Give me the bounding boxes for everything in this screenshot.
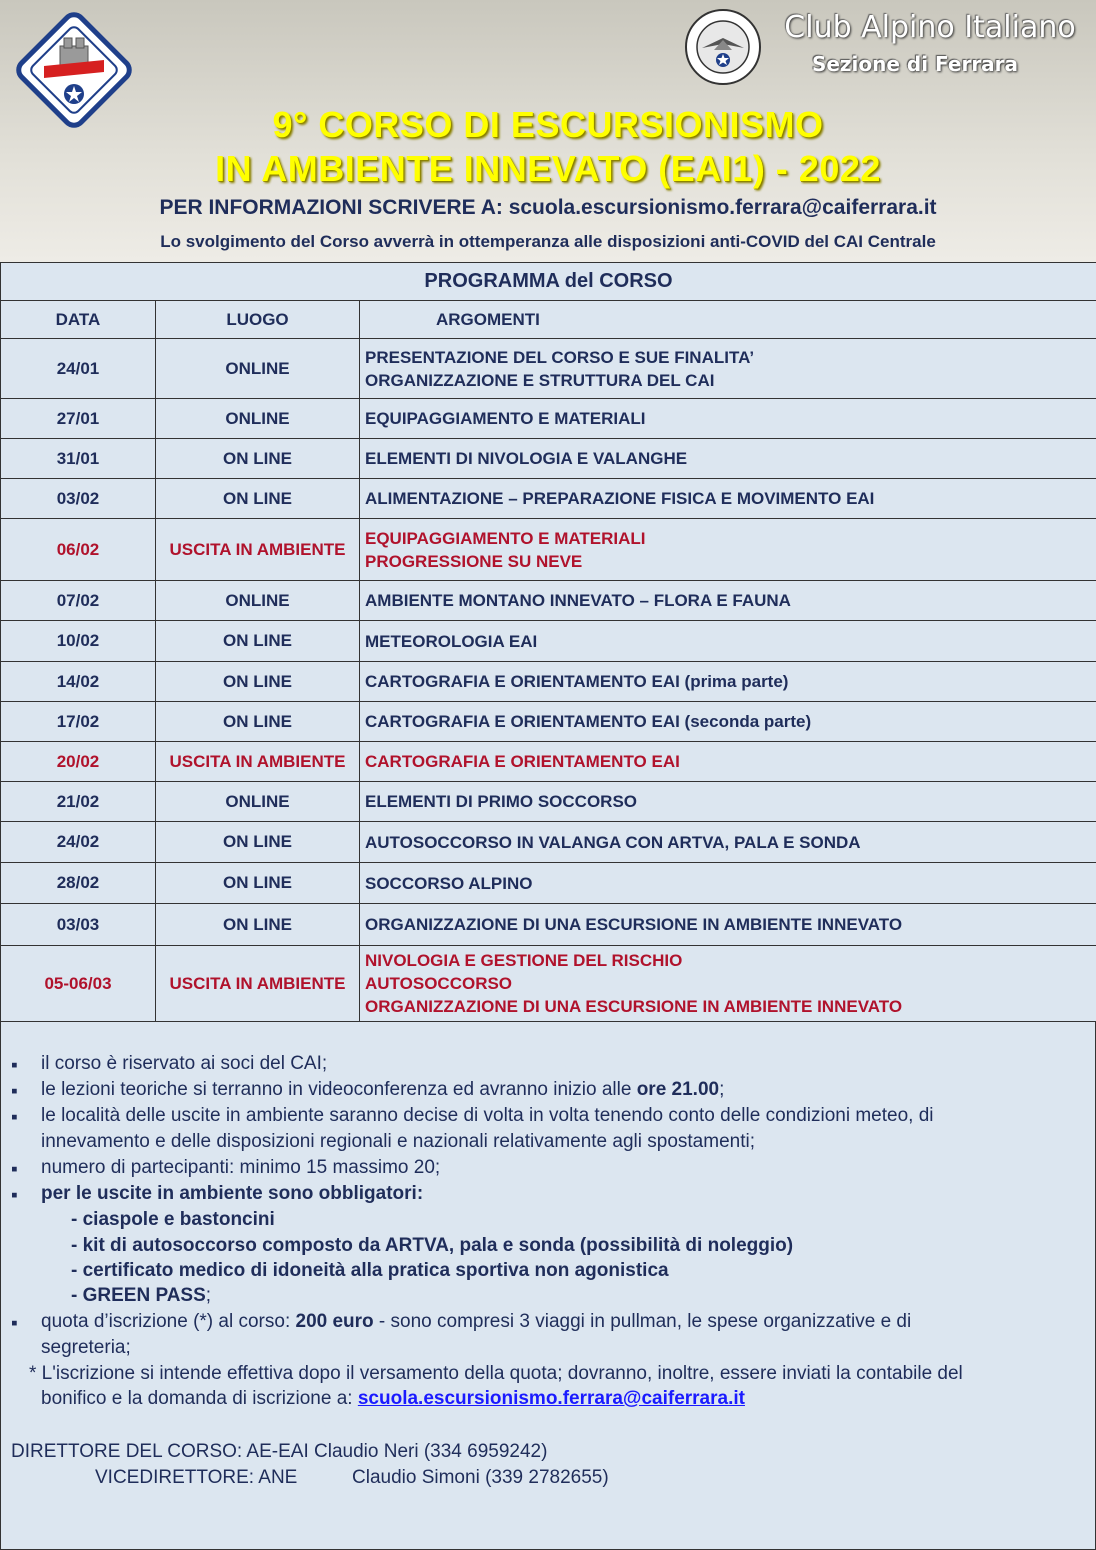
note-participants: numero di partecipanti: minimo 15 massimo 20; [41, 1157, 441, 1178]
bullet-icon: ▪ [11, 1185, 18, 1206]
table-row [1, 904, 1096, 946]
row-place: USCITA IN AMBIENTE [156, 742, 360, 782]
note-locations-a: le località delle uscite in ambiente saranno decise di volta in volta tenendo conto delle condizioni meteo, di [41, 1105, 934, 1126]
table-row [1, 662, 1096, 702]
row-place: ONLINE [156, 581, 360, 621]
row-date: 07/02 [1, 581, 156, 621]
table-row [1, 782, 1096, 822]
table-row [1, 519, 1096, 581]
table-row [1, 742, 1096, 782]
table-row [1, 822, 1096, 863]
note-fee-b: segreteria; [41, 1337, 131, 1358]
topic-line: PRESENTAZIONE DEL CORSO E SUE FINALITA’ [365, 347, 755, 367]
requirement-certificate: - certificato medico di idoneità alla pratica sportiva non agonistica [71, 1260, 669, 1281]
row-date: 31/01 [1, 439, 156, 479]
row-topics [360, 581, 1096, 621]
table-row [1, 863, 1096, 904]
table-row [1, 946, 1096, 1022]
topic-line: CARTOGRAFIA E ORIENTAMENTO EAI (seconda parte) [365, 712, 812, 731]
topic-line: CARTOGRAFIA E ORIENTAMENTO EAI [365, 752, 680, 771]
row-topics [360, 946, 1096, 1022]
topic-line: NIVOLOGIA E GESTIONE DEL RISCHIO [365, 951, 683, 970]
row-place: ON LINE [156, 439, 360, 479]
email-link[interactable]: scuola.escursionismo.ferrara@caiferrara.it [357, 1388, 745, 1409]
topic-line: ORGANIZZAZIONE E STRUTTURA DEL CAI [365, 370, 715, 390]
bullet-icon: ▪ [11, 1055, 18, 1076]
row-topics [360, 339, 1096, 399]
cai-ferrara-emblem-icon [684, 8, 762, 86]
table-header-row [1, 301, 1096, 339]
row-topics [360, 782, 1096, 822]
info-contact: PER INFORMAZIONI SCRIVERE A: scuola.escursionismo.ferrara@caiferrara.it [159, 196, 937, 219]
topic-line: METEOROLOGIA EAI [365, 631, 538, 651]
row-date: 14/02 [1, 662, 156, 702]
vice-director-role: VICEDIRETTORE: ANE [95, 1467, 298, 1488]
row-topics [360, 863, 1096, 904]
topic-line: SOCCORSO ALPINO [365, 873, 533, 893]
row-place: ONLINE [156, 339, 360, 399]
topic-line: ELEMENTI DI PRIMO SOCCORSO [365, 792, 638, 811]
topic-line: PROGRESSIONE SU NEVE [365, 551, 583, 571]
header-place: LUOGO [156, 301, 360, 339]
row-topics [360, 399, 1096, 439]
topic-line: ALIMENTAZIONE – PREPARAZIONE FISICA E MOVIMENTO EAI [365, 489, 875, 508]
row-place: ONLINE [156, 399, 360, 439]
row-date: 28/02 [1, 863, 156, 904]
row-date: 03/02 [1, 479, 156, 519]
note-fee: quota d’iscrizione (*) al corso: 200 euro - sono compresi 3 viaggi in pullman, le spese organizzative e di [41, 1311, 912, 1332]
club-name: Club Alpino Italiano [784, 10, 1076, 45]
table-row [1, 399, 1096, 439]
requirement-snowshoes: - ciaspole e bastoncini [71, 1209, 275, 1230]
row-topics [360, 742, 1096, 782]
table-row [1, 702, 1096, 742]
header-topics: ARGOMENTI [360, 301, 1096, 339]
bullet-icon: ▪ [11, 1107, 18, 1128]
club-section: Sezione di Ferrara [811, 52, 1019, 76]
program-table [0, 262, 1096, 1022]
course-title-line2: IN AMBIENTE INNEVATO (EAI1) - 2022 [215, 148, 881, 189]
row-place: ON LINE [156, 479, 360, 519]
row-topics [360, 621, 1096, 662]
course-director: DIRETTORE DEL CORSO: AE-EAI Claudio Neri (334 6959242) [11, 1441, 548, 1462]
topic-line: ELEMENTI DI NIVOLOGIA E VALANGHE [365, 449, 688, 468]
row-place: ON LINE [156, 904, 360, 946]
bullet-icon: ▪ [11, 1313, 18, 1334]
row-topics [360, 662, 1096, 702]
row-place: ON LINE [156, 621, 360, 662]
topic-line: EQUIPAGGIAMENTO E MATERIALI [365, 528, 646, 548]
row-date: 03/03 [1, 904, 156, 946]
table-row [1, 439, 1096, 479]
note-lessons: le lezioni teoriche si terranno in videoconferenza ed avranno inizio alle ore 21.00; [41, 1079, 725, 1100]
row-date: 24/02 [1, 822, 156, 863]
note-membership: il corso è riservato ai soci del CAI; [41, 1053, 328, 1074]
row-date: 27/01 [1, 399, 156, 439]
header-date: DATA [1, 301, 156, 339]
course-notes [0, 1021, 1096, 1550]
row-topics [360, 439, 1096, 479]
topic-line: AUTOSOCCORSO [365, 974, 513, 993]
row-place: ON LINE [156, 863, 360, 904]
row-topics [360, 479, 1096, 519]
topic-line: AMBIENTE MONTANO INNEVATO – FLORA E FAUNA [365, 591, 791, 610]
row-date: 10/02 [1, 621, 156, 662]
requirement-green-pass: - GREEN PASS; [71, 1285, 212, 1306]
vice-director-name: Claudio Simoni (339 2782655) [352, 1467, 609, 1488]
note-locations-b: innevamento e delle disposizioni regionali e nazionali relativamente agli spostamenti; [41, 1131, 755, 1152]
topic-line: ORGANIZZAZIONE DI UNA ESCURSIONE IN AMBIENTE INNEVATO [365, 997, 903, 1016]
row-date: 20/02 [1, 742, 156, 782]
course-title-line1: 9° CORSO DI ESCURSIONISMO [272, 104, 824, 145]
topic-line: EQUIPAGGIAMENTO E MATERIALI [365, 409, 646, 428]
row-topics [360, 702, 1096, 742]
page-header [0, 0, 1096, 262]
row-place: ONLINE [156, 782, 360, 822]
row-place: USCITA IN AMBIENTE [156, 946, 360, 1022]
row-date: 21/02 [1, 782, 156, 822]
bullet-icon: ▪ [11, 1081, 18, 1102]
row-date: 06/02 [1, 519, 156, 581]
topic-line: ORGANIZZAZIONE DI UNA ESCURSIONE IN AMBIENTE INNEVATO [365, 915, 903, 934]
row-date: 05-06/03 [1, 946, 156, 1022]
row-place: ON LINE [156, 822, 360, 863]
row-topics [360, 822, 1096, 863]
topic-line: CARTOGRAFIA E ORIENTAMENTO EAI (prima parte) [365, 672, 789, 691]
table-row [1, 479, 1096, 519]
table-row [1, 339, 1096, 399]
row-place: ON LINE [156, 702, 360, 742]
requirement-kit: - kit di autosoccorso composto da ARTVA, pala e sonda (possibilità di noleggio) [71, 1235, 794, 1256]
row-topics [360, 904, 1096, 946]
bullet-icon: ▪ [11, 1159, 18, 1180]
footnote-b: bonifico e la domanda di iscrizione a: scuola.escursionismo.ferrara@caiferrara.it [41, 1388, 745, 1409]
covid-note: Lo svolgimento del Corso avverrà in ottemperanza alle disposizioni anti-COVID del CAI Centrale [160, 232, 936, 251]
footnote-a: * L'iscrizione si intende effettiva dopo il versamento della quota; dovranno, inoltre, essere inviati la contabile del [29, 1363, 963, 1384]
row-date: 24/01 [1, 339, 156, 399]
program-caption: PROGRAMMA del CORSO [1, 263, 1096, 301]
note-requirements: per le uscite in ambiente sono obbligatori: [41, 1183, 424, 1204]
row-date: 17/02 [1, 702, 156, 742]
topic-line: AUTOSOCCORSO IN VALANGA CON ARTVA, PALA E SONDA [365, 832, 861, 852]
row-topics [360, 519, 1096, 581]
table-row [1, 581, 1096, 621]
row-place: ON LINE [156, 662, 360, 702]
table-row [1, 621, 1096, 662]
row-place: USCITA IN AMBIENTE [156, 519, 360, 581]
